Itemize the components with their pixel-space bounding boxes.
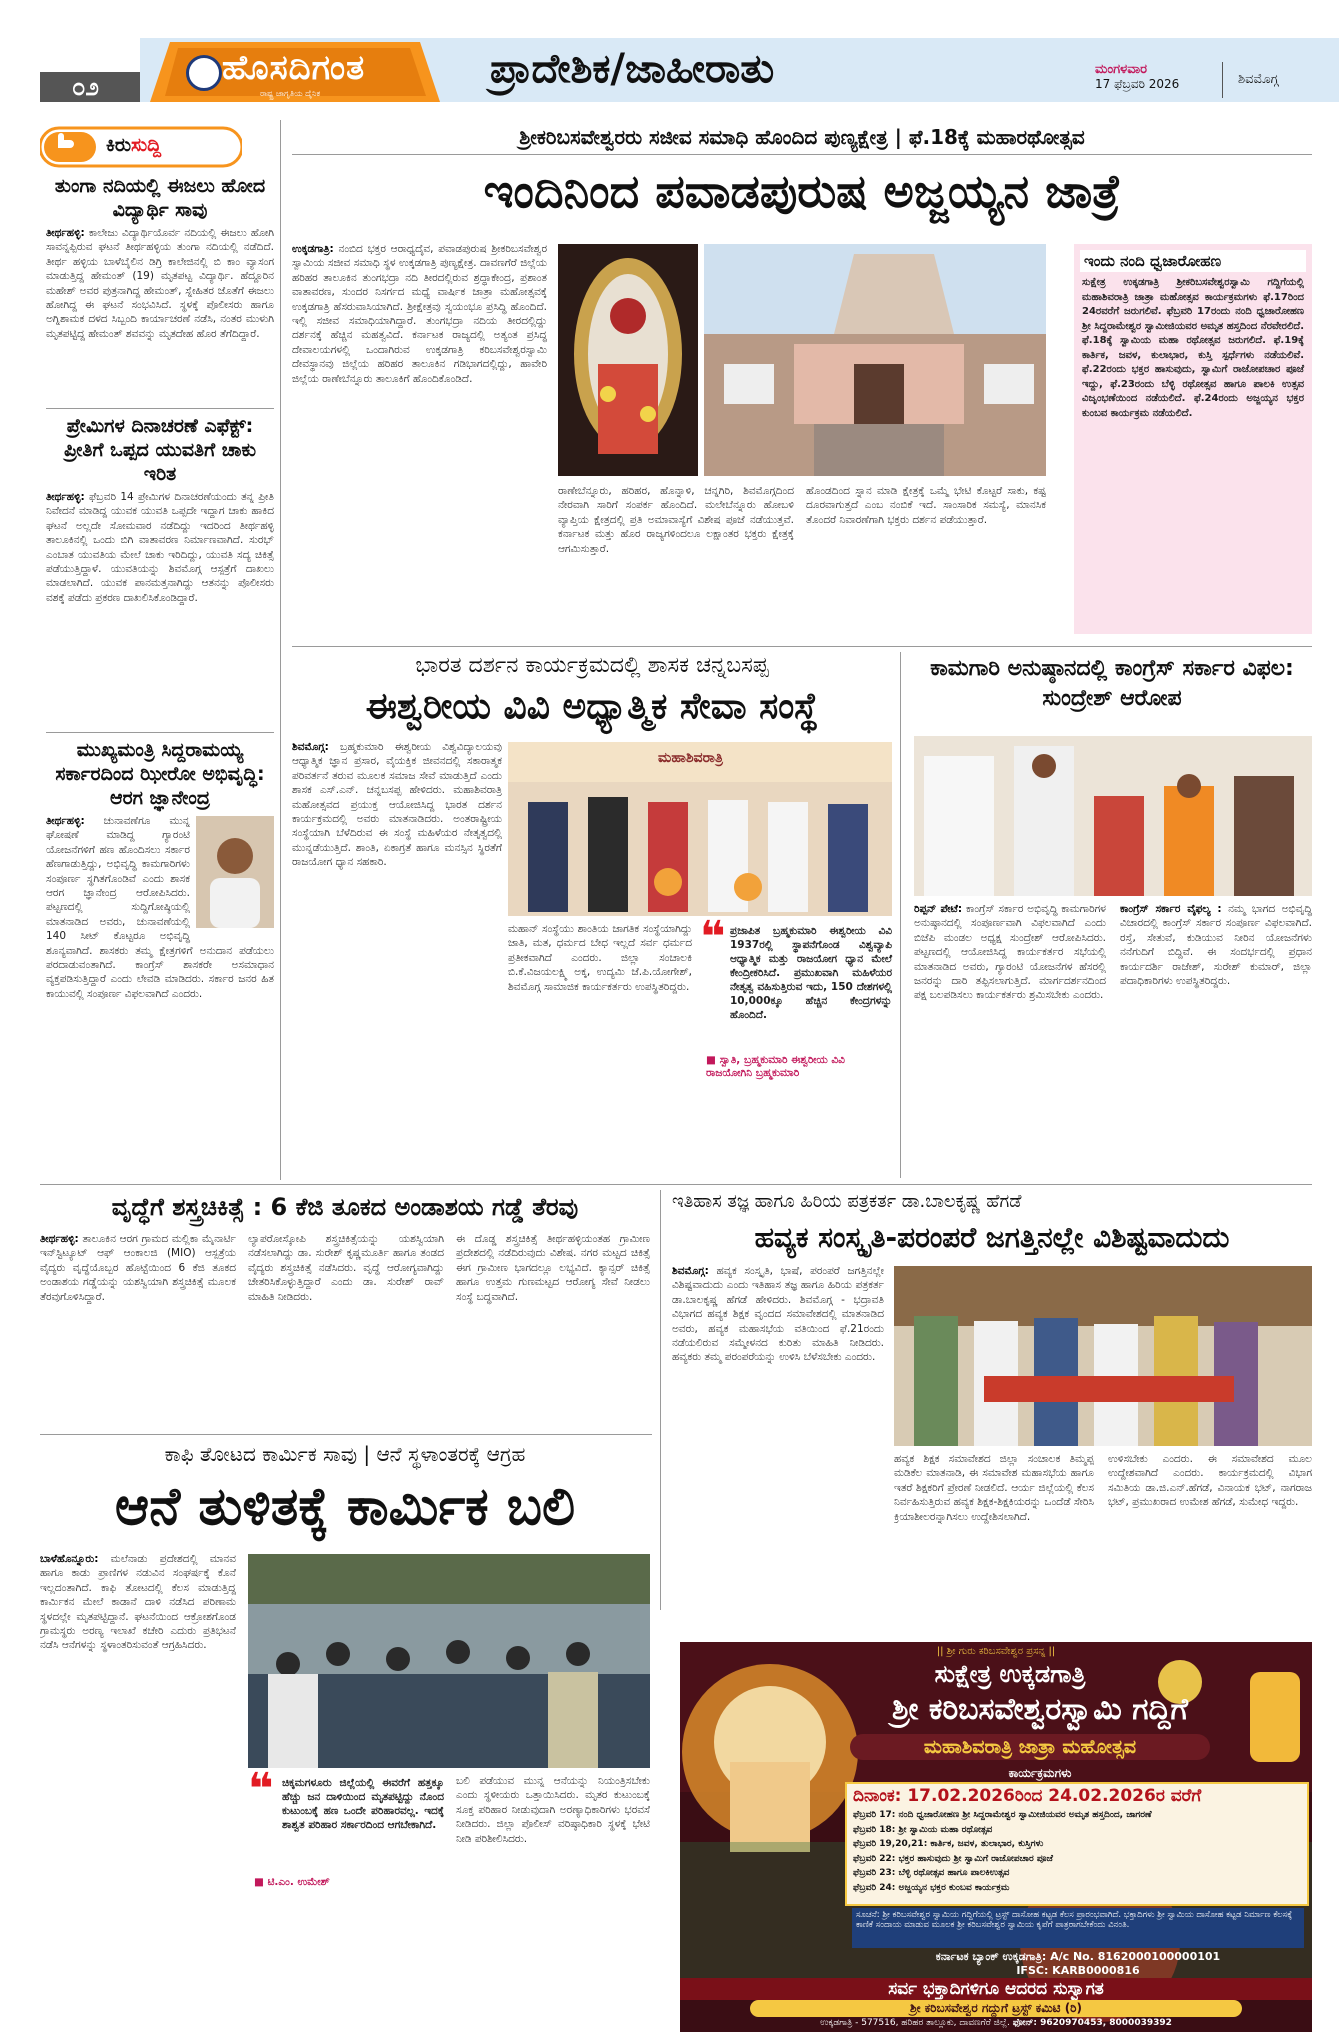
spiritual-col-2 [508, 922, 692, 1172]
lead-dateline: ಉಕ್ಕಡಗಾತ್ರಿ: [292, 243, 334, 255]
havyaka-headline: ಹವ್ಯಕ ಸಂಸ್ಕೃತಿ-ಪರಂಪರೆ ಜಗತ್ತಿನಲ್ಲೇ ವಿಶಿಷ್ಟವಾದುದು [754, 1221, 1230, 1254]
ad-events-box [845, 1782, 1309, 1906]
lead-kicker: ಶ್ರೀಕರಿಬಸವೇಶ್ವರರು ಸಜೀವ ಸಮಾಧಿ ಹೊಂದಿದ ಪುಣ್ಯಕ್ಷೇತ್ರ | ಫೆ.18ಕ್ಕೆ ಮಹಾರಥೋತ್ಸವ [519, 125, 1085, 149]
spiritual-quote-box [700, 912, 892, 1098]
ad-title-1: ಸುಕ್ಷೇತ್ರ ಉಕ್ಕಡಗಾತ್ರಿ [934, 1660, 1086, 1688]
brief-3-body: ಚುನಾವಣೆಗೂ ಮುನ್ನ ಘೋಷಣೆ ಮಾಡಿದ್ದ ಗ್ಯಾರಂಟಿ ಯೋಜನೆಗಳಿಗೆ ಹಣ ಹೊಂದಿಸಲು ಸರ್ಕಾರ ಹೆಣಗಾಡುತ್ತಿದ್ದು, ಅಭಿವೃದ್ಧಿ ಕಾಮಗಾರಿಗಳು ಸಂಪೂರ್ಣ ಸ್ಥಗಿತಗೊಂಡಿವೆ ಎಂದು ಶಾಸಕ ಆರಗ ಜ್ಞಾನೇಂದ್ರ ಆರೋಪಿಸಿದರು. ಪಟ್ಟಣದಲ್ಲಿ ಸುದ್ದಿಗೋಷ್ಠಿಯಲ್ಲಿ ಮಾತನಾಡಿದ ಅವರು, ಚುನಾವಣೆಯಲ್ಲಿ 140 ಸೀಟ್ ಕೊಟ್ಟರೂ ಅಭಿವೃದ್ಧಿ ಶೂನ್ಯವಾಗಿದೆ. ಶಾಸಕರು ತಮ್ಮ ಕ್ಷೇತ್ರಗಳಿಗೆ ಅನುದಾನ ಪಡೆಯಲು ಪರದಾಡುವಂತಾಗಿದೆ. ಕಾಂಗ್ರೆಸ್ ಶಾಸಕರೇ ಅಸಮಾಧಾನ ವ್ಯಕ್ತಪಡಿಸುತ್ತಿದ್ದಾರೆ ಎಂದು ಲೇವಡಿ ಮಾಡಿದರು. ಸರ್ಕಾರ ಜನರ ಹಿತ ಕಾಯುವಲ್ಲಿ ಸಂಪೂರ್ಣ ವಿಫಲವಾಗಿದೆ ಎಂದರು. [46, 815, 274, 1000]
ad-footer-trust: ಶ್ರೀ ಕರಿಬಸವೇಶ್ವರ ಗದ್ದುಗೆ ಟ್ರಸ್ಟ್ ಕಮಿಟಿ (ರಿ) [750, 2000, 1242, 2017]
spiritual-quote-text: ಪ್ರಜಾಪಿತ ಬ್ರಹ್ಮಕುಮಾರಿ ಈಶ್ವರೀಯ ವಿವಿ 1937ರಲ್ಲಿ ಸ್ಥಾಪನೆಗೊಂಡ ವಿಶ್ವವ್ಯಾಪಿ ಆಧ್ಯಾತ್ಮಿಕ ಮತ್ತು ರಾಜಯೋಗ ಧ್ಯಾನ ಮೇಲೆ ಕೇಂದ್ರೀಕರಿಸಿದೆ. ಪ್ರಮುಖವಾಗಿ ಮಹಿಳೆಯರ ನೇತೃತ್ವ ವಹಿಸುತ್ತಿರುವ ಇದು, 150 ದೇಶಗಳಲ್ಲಿ 10,000ಕ್ಕೂ ಹೆಚ್ಚಿನ ಕೇಂದ್ರಗಳನ್ನು ಹೊಂದಿದೆ. [730, 925, 892, 1021]
date-block [1095, 62, 1215, 92]
congress-dateline: ರಿಪ್ಪನ್ ಪೇಟೆ: [914, 903, 963, 915]
spiritual-quote-author: ■ ಸ್ವಾತಿ, ಬ್ರಹ್ಮಕುಮಾರಿ ಈಶ್ವರೀಯ ವಿವಿ ರಾಜಯೋಗಿನಿ ಬ್ರಹ್ಮಕುಮಾರಿ [706, 1054, 845, 1079]
ad-event-2: ಫೆಬ್ರವರಿ 18: ಶ್ರೀ ಸ್ವಾಮಿಯ ಮಹಾ ರಥೋತ್ಸವ [853, 1824, 993, 1835]
brief-2-body: ಫೆಬ್ರವರಿ 14 ಪ್ರೇಮಿಗಳ ದಿನಾಚರಣೆಯಂದು ತನ್ನ ಪ್ರೀತಿ ನಿವೇದನೆ ಮಾಡಿದ್ದ ಯುವಕ ಯುವತಿ ಒಪ್ಪದೇ ಇದ್ದಾಗ ಚಾಕು ಹಾಕಿದ ಘಟನೆ ಅಲ್ಲದೇ ಸೋಮವಾರ ನಡೆದಿದ್ದು ಇದರಿಂದ ತೀರ್ಥಹಳ್ಳಿ ತಾಲೂಕಿನಲ್ಲಿ ಒಂದು ಬಿಗಿ ವಾತಾವರಣ ನಿರ್ಮಾಣವಾಗಿದೆ. ಸುರಭ್ ಎಂಬಾತ ಯುವತಿಯ ಮೇಲೆ ಚಾಕು ಇರಿದಿದ್ದು, ಯುವತಿ ಸದ್ಯ ಚಿಕಿತ್ಸೆ ಪಡೆಯುತ್ತಿದ್ದಾಳೆ. ಯುವತಿಯನ್ನು ಶಿವಮೊಗ್ಗ ಆಸ್ಪತ್ರೆಗೆ ದಾಖಲು ಮಾಡಲಾಗಿದೆ. ಯುವಕ ಪಾನಮತ್ತನಾಗಿದ್ದು ಆತನನ್ನು ಪೊಲೀಸರು ವಶಕ್ಕೆ ಪಡೆದು ಪ್ರಕರಣ ದಾಖಲಿಸಿಕೊಂಡಿದ್ದಾರೆ. [46, 491, 274, 604]
havyaka-kicker: ಇತಿಹಾಸ ತಜ್ಞ ಹಾಗೂ ಹಿರಿಯ ಪತ್ರಕರ್ತ ಡಾ.ಬಾಲಕೃಷ್ಣ ಹೆಗಡೆ [672, 1191, 1022, 1212]
ad-title-2: ಶ್ರೀ ಕರಿಬಸವೇಶ್ವರಸ್ವಾಮಿ ಗದ್ದಿಗೆ [892, 1692, 1188, 1727]
quote-mark-icon: ❝ [700, 912, 726, 963]
suddi-label: ಸುದ್ದಿ [131, 134, 162, 156]
havyaka-col-1-text: ಹವ್ಯಕ ಸಂಸ್ಕೃತಿ, ಭಾಷೆ, ಪರಂಪರೆ ಜಗತ್ತಿನಲ್ಲೇ ವಿಶಿಷ್ಟವಾದುದು ಎಂದು ಇತಿಹಾಸ ತಜ್ಞ ಹಾಗೂ ಹಿರಿಯ ಪತ್ರಕರ್ತ ಡಾ.ಬಾಲಕೃಷ್ಣ ಹೆಗಡೆ ಹೇಳಿದರು. ಶಿವಮೊಗ್ಗ - ಭದ್ರಾವತಿ ವಿಭಾಗದ ಹವ್ಯಕ ಶಿಕ್ಷಕ ವೃಂದದ ಸಮಾವೇಶದಲ್ಲಿ ಮಾತನಾಡಿದ ಅವರು, ಹವ್ಯಕ ಮಹಾಸಭೆಯ ವತಿಯಿಂದ ಫೆ.21ರಂದು ನಡೆಯಲಿರುವ ಸಮ್ಮೇಳನದ ಕುರಿತು ಮಾಹಿತಿ ನೀಡಿದರು. ಹವ್ಯಕರು ತಮ್ಮ ಪರಂಪರೆಯನ್ನು ಉಳಿಸಿ ಬೆಳೆಸಬೇಕು ಎಂದರು. [672, 1265, 884, 1364]
ad-date-label: ದಿನಾಂಕ: [853, 1786, 902, 1806]
ad-ifsc: IFSC: KARB0000816 [1016, 1964, 1140, 1977]
brief-2-headline: ಪ್ರೇಮಿಗಳ ದಿನಾಚರಣೆ ಎಫೆಕ್ಟ್: ಪ್ರೀತಿಗೆ ಒಪ್ಪದ ಯುವತಿಗೆ ಚಾಕು ಇರಿತ [63, 415, 257, 485]
brief-1-body: ಕಾಲೇಜು ವಿದ್ಯಾರ್ಥಿಯೊರ್ವ ನದಿಯಲ್ಲಿ ಈಜಲು ಹೋಗಿ ಸಾವನ್ನಪ್ಪಿರುವ ಘಟನೆ ತೀರ್ಥಹಳ್ಳಿಯ ತುಂಗಾ ನದಿಯಲ್ಲಿ ನಡೆದಿದೆ. ತೀರ್ಥ ಹಳ್ಳಿಯ ಬಾಳೆಬೈಲಿನ ಡಿಗ್ರಿ ಕಾಲೇಜಿನಲ್ಲಿ ಬಿ ಕಾಂ ವ್ಯಾಸಂಗ ಮಾಡುತ್ತಿದ್ದ ಹೇಮಂತ್ (19) ಮೃತಪಟ್ಟ ವಿದ್ಯಾರ್ಥಿ. ಹೆದ್ದೂರಿನ ಮಹೇಶ್ ಅವರ ಪುತ್ರನಾಗಿದ್ದ ಹೇಮಂತ್, ಸ್ನೇಹಿತರ ಜೊತೆಗೆ ಈಜಲು ಹೋಗಿದ್ದ ಈ ಘಟನೆ ಸಂಭವಿಸಿದೆ. ಸ್ಥಳಕ್ಕೆ ಪೊಲೀಸರು ಹಾಗೂ ಅಗ್ನಿಶಾಮಕ ದಳದ ಸಿಬ್ಬಂದಿ ಕಾರ್ಯಾಚರಣೆ ನಡೆಸಿ, ನಂತರ ಮುಳುಗಿ ಮೃತಪಟ್ಟಿದ್ದ ಹೇಮಂತ್ ಶವವನ್ನು ಮೃತದೇಹ ಹೊರ ತೆಗೆದಿದ್ದಾರೆ. [46, 227, 274, 340]
surgery-col-3-text: ಈ ದೊಡ್ಡ ಶಸ್ತ್ರಚಿಕಿತ್ಸೆ ತೀರ್ಥಹಳ್ಳಿಯಂತಹ ಗ್ರಾಮೀಣ ಪ್ರದೇಶದಲ್ಲಿ ನಡೆದಿರುವುದು ವಿಶೇಷ. ನಗರ ಮಟ್ಟದ ಚಿಕಿತ್ಸೆ ಈಗ ಗ್ರಾಮೀಣ ಭಾಗದಲ್ಲೂ ಲಭ್ಯವಿದೆ. ಕ್ಯಾನ್ಸರ್ ಚಿಕಿತ್ಸೆ ಹಾಗೂ ಉತ್ತಮ ಗುಣಮಟ್ಟದ ಆರೋಗ್ಯ ಸೇವೆ ನೀಡಲು ಸಂಸ್ಥೆ ಬದ್ಧವಾಗಿದೆ. [456, 1233, 650, 1303]
logo-text: ಹೊಸದಿಗಂತ [222, 48, 366, 88]
ad-event-6: ಫೆಬ್ರವರಿ 24: ಅಜ್ಜಯ್ಯನ ಭಕ್ತರ ಕುಂಬವ ಕಾರ್ಯಕ್ರಮ [853, 1882, 1010, 1893]
lead-col-1 [292, 242, 547, 626]
brief-2-dateline: ತೀರ್ಥಹಳ್ಳಿ: [46, 491, 85, 503]
lead-photo-temple [704, 244, 1046, 476]
ad-bank-line: ಕರ್ನಾಟಕ ಬ್ಯಾಂಕ್ ಉಕ್ಕಡಗಾತ್ರಿ: A/c No. 8162000100000101 [935, 1950, 1221, 1963]
brief-3-headline: ಮುಖ್ಯಮಂತ್ರಿ ಸಿದ್ದರಾಮಯ್ಯ ಸರ್ಕಾರದಿಂದ ಝೀರೋ ಅಭಿವೃದ್ಧಿ: ಆರಗ ಜ್ಞಾನೇಂದ್ರ [55, 739, 265, 809]
spiritual-photo-banner: ಮಹಾಶಿವರಾತ್ರಿ [658, 750, 723, 766]
spiritual-kicker: ಭಾರತ ದರ್ಶನ ಕಾರ್ಯಕ್ರಮದಲ್ಲಿ ಶಾಸಕ ಚನ್ನಬಸಪ್ಪ [415, 653, 769, 678]
spiritual-dateline: ಶಿವಮೊಗ್ಗ: [292, 741, 329, 753]
ad-top-line: || ಶ್ರೀ ಗುರು ಕರಿಬಸವೇಶ್ವರ ಪ್ರಸನ್ನ || [936, 1646, 1056, 1657]
kiru-suddi-badge [40, 126, 242, 168]
date: 17 ಫೆಬ್ರವರಿ 2026 [1095, 77, 1180, 91]
lead-col-3 [806, 484, 1046, 632]
ad-address [680, 2018, 1312, 2028]
lead-col-2-text: ರಾಣೇಬೆನ್ನೂರು, ಹರಿಹರ, ಹೊನ್ನಾಳಿ, ಚನ್ನಗಿರಿ, ಶಿವಮೊಗ್ಗದಿಂದ ನೇರವಾಗಿ ಸಾರಿಗೆ ಸಂಪರ್ಕ ಹೊಂದಿದೆ. ಮಲೇಬೆನ್ನೂರು ಹೋಬಳಿ ವ್ಯಾಪ್ತಿಯ ಕ್ಷೇತ್ರದಲ್ಲಿ ಪ್ರತಿ ಅಮಾವಾಸ್ಯೆಗೆ ವಿಶೇಷ ಪೂಜೆ ನಡೆಯುತ್ತವೆ. ಕರ್ನಾಟಕ ಮತ್ತು ಹೊರ ರಾಜ್ಯಗಳಿಂದಲೂ ಲಕ್ಷಾಂತರ ಭಕ್ತರು ಕ್ಷೇತ್ರಕ್ಕೆ ಆಗಮಿಸುತ್ತಾರೆ. [558, 485, 794, 555]
brief-1-dateline: ತೀರ್ಥಹಳ್ಳಿ: [46, 227, 85, 239]
surgery-col-1-text: ತಾಲೂಕಿನ ಆರಗ ಗ್ರಾಮದ ಮಲ್ಲಿಕಾ ಮೈನಾರ್ಟಿ ಇನ್‌ಸ್ಟಿಟ್ಯೂಟ್ ಆಫ್ ಆಂಕಾಲಜಿ (MIO) ಆಸ್ಪತ್ರೆಯ ವೈದ್ಯರು ವೃದ್ಧೆಯೊಬ್ಬರ ಹೊಟ್ಟೆಯಿಂದ 6 ಕೆಜಿ ತೂಕದ ಅಂಡಾಶಯ ಗಡ್ಡೆಯನ್ನು ಯಶಸ್ವಿಯಾಗಿ ಶಸ್ತ್ರಚಿಕಿತ್ಸೆ ಮೂಲಕ ತೆರವುಗೊಳಿಸಿದ್ದಾರೆ. [40, 1233, 236, 1303]
elephant-col-2 [456, 1774, 650, 2032]
brief-3-dateline: ತೀರ್ಥಹಳ್ಳಿ: [46, 815, 85, 827]
lead-col-3-text: ಹೊಂಡದಿಂದ ಸ್ನಾನ ಮಾಡಿ ಕ್ಷೇತ್ರಕ್ಕೆ ಒಮ್ಮೆ ಭೇಟಿ ಕೊಟ್ಟರೆ ಸಾಕು, ಕಷ್ಟ ದೂರವಾಗುತ್ತದೆ ಎಂಬ ನಂಬಿಕೆ ಇದೆ. ಸಾಂಸಾರಿಕ ಸಮಸ್ಯೆ, ಮಾನಸಿಕ ತೊಂದರೆ ನಿವಾರಣೆಗಾಗಿ ಭಕ್ತರು ದರ್ಶನ ಪಡೆಯುತ್ತಾರೆ. [806, 485, 1046, 526]
havyaka-col-1 [672, 1264, 884, 1612]
ad-title-3: ಮಹಾಶಿವರಾತ್ರಿ ಜಾತ್ರಾ ಮಹೋತ್ಸವ [850, 1734, 1210, 1760]
havyaka-col-3-text: ಉಳಿಸಬೇಕು ಎಂದರು. ಈ ಸಮಾವೇಶದ ಮೂಲ ಉದ್ದೇಶವಾಗಿದೆ ಎಂದರು. ಕಾರ್ಯಕ್ರಮದಲ್ಲಿ ವಿಭಾಗ ಸಮಿತಿಯ ಡಾ.ಜಿ.ಎನ್.ಹೆಗಡೆ, ವಿನಾಯಕ ಭಟ್, ನಾಗರಾಜ ಭಟ್, ಪ್ರಮುಖರಾದ ಉಮೇಶ ಹೆಗಡೆ, ಸುಮೇಧ ಇದ್ದರು. [1108, 1453, 1312, 1509]
surgery-col-1 [40, 1232, 236, 1428]
ad-phone: ಫೋನ್: 9620970453, 8000039392 [1012, 2018, 1172, 2028]
lead-col-2 [558, 484, 794, 632]
section-title: ಪ್ರಾದೇಶಿಕ/ಜಾಹೀರಾತು [490, 46, 775, 92]
spiritual-quote-author-text: ಸ್ವಾತಿ, ಬ್ರಹ್ಮಕುಮಾರಿ ಈಶ್ವರೀಯ ವಿವಿ ರಾಜಯೋಗಿನಿ ಬ್ರಹ್ಮಕುಮಾರಿ [706, 1054, 845, 1079]
brief-2 [46, 414, 274, 726]
congress-col-2-text: ನಮ್ಮ ಭಾಗದ ಅಭಿವೃದ್ಧಿ ವಿಚಾರದಲ್ಲಿ ಕಾಂಗ್ರೆಸ್ ಸರ್ಕಾರ ಸಂಪೂರ್ಣ ವಿಫಲವಾಗಿದೆ. ರಸ್ತೆ, ಸೇತುವೆ, ಕುಡಿಯುವ ನೀರಿನ ಯೋಜನೆಗಳು ನನೆಗುದಿಗೆ ಬಿದ್ದಿವೆ. ಈ ಸಂದರ್ಭದಲ್ಲಿ ಪ್ರಧಾನ ಕಾರ್ಯದರ್ಶಿ ರಾಜೇಶ್, ಸುರೇಶ್ ಕುಮಾರ್, ಜಿಲ್ಲಾ ಪದಾಧಿಕಾರಿಗಳು ಉಪಸ್ಥಿತರಿದ್ದರು. [1120, 903, 1312, 988]
havyaka-col-3 [1108, 1452, 1312, 1612]
elephant-col-2-text: ಬಲಿ ಪಡೆಯುವ ಮುನ್ನ ಆನೆಯನ್ನು ನಿಯಂತ್ರಿಸಬೇಕು ಎಂದು ಸ್ಥಳೀಯರು ಒತ್ತಾಯಿಸಿದರು. ಮೃತರ ಕುಟುಂಬಕ್ಕೆ ಸೂಕ್ತ ಪರಿಹಾರ ನೀಡುವುದಾಗಿ ಅರಣ್ಯಾಧಿಕಾರಿಗಳು ಭರವಸೆ ನೀಡಿದರು. ಜಿಲ್ಲಾ ಪೊಲೀಸ್ ವರಿಷ್ಠಾಧಿಕಾರಿ ಸ್ಥಳಕ್ಕೆ ಭೇಟಿ ನೀಡಿ ಪರಿಶೀಲಿಸಿದರು. [456, 1775, 650, 1845]
ad-event-5: ಫೆಬ್ರವರಿ 23: ಬೆಳ್ಳಿ ರಥೋತ್ಸವ ಹಾಗೂ ಪಾಲಕಿಉತ್ಸವ [853, 1868, 1010, 1878]
spiritual-col-2-text: ಮಹಾನ್ ಸಂಸ್ಥೆಯು ಶಾಂತಿಯ ಜಾಗತಿಕ ಸಂಸ್ಥೆಯಾಗಿದ್ದು ಜಾತಿ, ಮತ, ಧರ್ಮದ ಬೇಧ ಇಲ್ಲದೆ ಸರ್ವ ಧರ್ಮದ ಪ್ರತೀಕವಾಗಿದೆ ಎಂದರು. ಜಿಲ್ಲಾ ಸಂಚಾಲಕಿ ಬಿ.ಕೆ.ವಿಜಯಲಕ್ಷ್ಮಿ ಅಕ್ಕ, ಉದ್ಯಮಿ ಜೆ.ಪಿ.ಯೋಗೇಶ್, ಶಿವಮೊಗ್ಗ ಸಾಮಾಜಿಕ ಕಾರ್ಯಕರ್ತರು ಉಪಸ್ಥಿತರಿದ್ದರು. [508, 923, 692, 993]
spiritual-headline: ಈಶ್ವರೀಯ ವಿವಿ ಅಧ್ಯಾತ್ಮಿಕ ಸೇವಾ ಸಂಸ್ಥೆ [365, 686, 819, 727]
elephant-quote-text: ಚಿಕ್ಕಮಗಳೂರು ಜಿಲ್ಲೆಯಲ್ಲಿ ಈವರೆಗೆ ಹತ್ತಕ್ಕೂ ಹೆಚ್ಚು ಜನ ದಾಳಿಯಿಂದ ಮೃತಪಟ್ಟಿದ್ದು ನೊಂದ ಕುಟುಂಬಕ್ಕೆ ಹಣ ಒಂದೇ ಪರಿಹಾರವಲ್ಲ. ಇದಕ್ಕೆ ಶಾಶ್ವತ ಪರಿಹಾರ ಸರ್ಕಾರದಿಂದ ಆಗಬೇಕಾಗಿದೆ. [282, 1777, 444, 1831]
surgery-col-3 [456, 1232, 650, 1428]
havyaka-col-2 [894, 1452, 1094, 1612]
lead-headline: ಇಂದಿನಿಂದ ಪವಾಡಪುರುಷ ಅಜ್ಜಯ್ಯನ ಜಾತ್ರೆ [483, 164, 1121, 218]
logo-emblem-icon [186, 55, 222, 91]
spiritual-col-1-text: ಬ್ರಹ್ಮಕುಮಾರಿ ಈಶ್ವರೀಯ ವಿಶ್ವವಿದ್ಯಾಲಯವು ಆಧ್ಯಾತ್ಮಿಕ ಜ್ಞಾನ ಪ್ರಸಾರ, ವೈಯಕ್ತಿಕ ಜೀವನದಲ್ಲಿ ಸಕಾರಾತ್ಮಕ ಪರಿವರ್ತನೆ ತರುವ ಮೂಲಕ ಸಮಾಜ ಸೇವೆ ಮಾಡುತ್ತಿದೆ ಎಂದು ಶಾಸಕ ಎಸ್.ಎನ್. ಚನ್ನಬಸಪ್ಪ ಹೇಳಿದರು. ಮಹಾಶಿವರಾತ್ರಿ ಮಹೋತ್ಸವದ ಪ್ರಯುಕ್ತ ಆಯೋಜಿಸಿದ್ದ ಭಾರತ ದರ್ಶನ ಕಾರ್ಯಕ್ರಮದಲ್ಲಿ ಅವರು ಮಾತನಾಡಿದರು. ಅಂತರಾಷ್ಟ್ರೀಯ ಸಂಸ್ಥೆಯಾಗಿ ಬೆಳೆದಿರುವ ಈ ಸಂಸ್ಥೆ ಮಹಿಳೆಯರ ನೇತೃತ್ವದಲ್ಲಿ ಮುನ್ನಡೆಯುತ್ತಿದೆ. ಶಾಂತಿ, ಏಕಾಗ್ರತೆ ಹಾಗೂ ಮನಸ್ಸಿನ ಸ್ಥಿರತೆಗೆ ರಾಜಯೋಗ ಧ್ಯಾನ ಸಹಕಾರಿ. [292, 741, 502, 869]
surgery-col-2-text: ಲ್ಯಾಪರೋಸ್ಕೋಪಿ ಶಸ್ತ್ರಚಿಕಿತ್ಸೆಯನ್ನು ಯಶಸ್ವಿಯಾಗಿ ನಡೆಸಲಾಗಿದ್ದು ಡಾ. ಸುರೇಶ್ ಕೃಷ್ಣಮೂರ್ತಿ ಹಾಗೂ ತಂಡದ ವೈದ್ಯರು ಶಸ್ತ್ರಚಿಕಿತ್ಸೆ ನಡೆಸಿದರು. ವೃದ್ಧೆ ಆರೋಗ್ಯವಾಗಿದ್ದು ಚೇತರಿಸಿಕೊಳ್ಳುತ್ತಿದ್ದಾರೆ ಎಂದು ಡಾ. ಸುರೇಶ್ ರಾವ್ ಮಾಹಿತಿ ನೀಡಿದರು. [248, 1233, 444, 1303]
elephant-col-1 [40, 1552, 236, 2032]
elephant-dateline: ಬಾಳೆಹೊನ್ನೂರು: [40, 1553, 99, 1565]
elephant-kicker: ಕಾಫಿ ತೋಟದ ಕಾರ್ಮಿಕ ಸಾವು | ಆನೆ ಸ್ಥಳಾಂತರಕ್ಕೆ ಆಗ್ರಹ [164, 1442, 526, 1466]
congress-col-1-text: ಕಾಂಗ್ರೆಸ್ ಸರ್ಕಾರ ಅಭಿವೃದ್ಧಿ ಕಾಮಗಾರಿಗಳ ಅನುಷ್ಠಾನದಲ್ಲಿ ಸಂಪೂರ್ಣವಾಗಿ ವಿಫಲವಾಗಿದೆ ಎಂದು ಬಿಜೆಪಿ ಮಂಡಲ ಅಧ್ಯಕ್ಷ ಸುಂದ್ರೇಶ್ ಆರೋಪಿಸಿದರು. ಪಟ್ಟಣದಲ್ಲಿ ಆಯೋಜಿಸಿದ್ದ ಕಾರ್ಯಕರ್ತರ ಸಭೆಯಲ್ಲಿ ಮಾತನಾಡಿದ ಅವರು, ಗ್ಯಾರಂಟಿ ಯೋಜನೆಗಳ ಹೆಸರಲ್ಲಿ ಜನರನ್ನು ದಾರಿ ತಪ್ಪಿಸಲಾಗುತ್ತಿದೆ. ಮಾರ್ಗದರ್ಶನದಿಂದ ಪಕ್ಷ ಬಲಪಡಿಸಲು ಕಾರ್ಯಕರ್ತರು ಶ್ರಮಿಸಬೇಕು ಎಂದರು. [914, 903, 1106, 1002]
weekday: ಮಂಗಳವಾರ [1095, 62, 1148, 77]
lead-photo-idol [558, 244, 698, 476]
surgery-col-2 [248, 1232, 444, 1428]
surgery-headline: ವೃದ್ಧೆಗೆ ಶಸ್ತ್ರಚಿಕಿತ್ಸೆ : 6 ಕೆಜಿ ತೂಕದ ಅಂಡಾಶಯ ಗಡ್ಡೆ ತೆರವು [111, 1193, 579, 1221]
brief-1-headline: ತುಂಗಾ ನದಿಯಲ್ಲಿ ಈಜಲು ಹೋದ ವಿದ್ಯಾರ್ಥಿ ಸಾವು [54, 175, 266, 221]
elephant-quote-author: ■ ಟಿ.ಎಂ. ಉಮೇಶ್ [254, 1876, 330, 1888]
congress-subhead: ಕಾಂಗ್ರೆಸ್ ಸರ್ಕಾರ ವೈಫಲ್ಯ : [1120, 903, 1222, 915]
elephant-headline: ಆನೆ ತುಳಿತಕ್ಕೆ ಕಾರ್ಮಿಕ ಬಲಿ [114, 1477, 576, 1537]
kiru-label: ಕಿರು [106, 134, 131, 156]
lead-sidebar [1074, 244, 1312, 634]
congress-headline: ಕಾಮಗಾರಿ ಅನುಷ್ಠಾನದಲ್ಲಿ ಕಾಂಗ್ರೆಸ್ ಸರ್ಕಾರ ವಿಫಲ: ಸುಂದ್ರೇಶ್ ಆರೋಪ [930, 656, 1294, 711]
havyaka-photo [894, 1266, 1312, 1446]
spiritual-photo [508, 742, 892, 916]
brief-3 [46, 738, 274, 1248]
elephant-quote-mark-icon: ❝ [248, 1764, 274, 1815]
congress-col-2 [1120, 902, 1312, 1172]
elephant-col-1-text: ಮಲೆನಾಡು ಪ್ರದೇಶದಲ್ಲಿ ಮಾನವ ಹಾಗೂ ಕಾಡು ಪ್ರಾಣಿಗಳ ನಡುವಿನ ಸಂಘರ್ಷಕ್ಕೆ ಕೊನೆ ಇಲ್ಲದಂತಾಗಿದೆ. ಕಾಫಿ ತೋಟದಲ್ಲಿ ಕೆಲಸ ಮಾಡುತ್ತಿದ್ದ ಕಾರ್ಮಿಕನ ಮೇಲೆ ಕಾಡಾನೆ ದಾಳಿ ನಡೆಸಿದ ಪರಿಣಾಮ ಸ್ಥಳದಲ್ಲೇ ಮೃತಪಟ್ಟಿದ್ದಾನೆ. ಘಟನೆಯಿಂದ ಆಕ್ರೋಶಗೊಂಡ ಗ್ರಾಮಸ್ಥರು ಅರಣ್ಯ ಇಲಾಖೆ ಕಚೇರಿ ಎದುರು ಪ್ರತಿಭಟನೆ ನಡೆಸಿ ಆನೆಗಳನ್ನು ಸ್ಥಳಾಂತರಿಸುವಂತೆ ಆಗ್ರಹಿಸಿದರು. [40, 1553, 236, 1652]
havyaka-dateline: ಶಿವಮೊಗ್ಗ: [672, 1265, 709, 1277]
havyaka-col-2-text: ಹವ್ಯಕ ಶಿಕ್ಷಕ ಸಮಾವೇಶದ ಜಿಲ್ಲಾ ಸಂಚಾಲಕ ತಿಮ್ಮಪ್ಪ ಮಡಿಕೆಲ ಮಾತನಾಡಿ, ಈ ಸಮಾವೇಶ ಮಹಾಸಭೆಯ ಹಾಗೂ ಇತರೆ ಶಿಕ್ಷಕರಿಗೆ ಪ್ರೇರಣೆ ನೀಡಲಿದೆ. ಆರ್ಯ ಜಿಲ್ಲೆಯಲ್ಲಿ ಕೆಲಸ ನಿರ್ವಹಿಸುತ್ತಿರುವ ಹವ್ಯಕ ಶಿಕ್ಷಕ-ಶಿಕ್ಷಕಿಯರನ್ನು ಒಂದೆಡೆ ಸೇರಿಸಿ ಕ್ರಿಯಾಶೀಲರನ್ನಾಗಿಸಲು ಉದ್ದೇಶಿಸಲಾಗಿದೆ. [894, 1453, 1094, 1523]
ad-date-range: 17.02.2026ರಿಂದ 24.02.2026ರ ವರೆಗೆ [907, 1786, 1202, 1806]
ad-event-1: ಫೆಬ್ರವರಿ 17: ನಂದಿ ಧ್ವಜಾರೋಹಣ ಶ್ರೀ ಸಿದ್ದರಾಮೇಶ್ವರ ಸ್ವಾಮೀಜಿಯವರ ಅಮೃತ ಹಸ್ತದಿಂದ, ಜಾಗರಣೆ [853, 1810, 1152, 1820]
elephant-quote-box [248, 1764, 444, 1894]
lead-sidebar-title: ಇಂದು ನಂದಿ ಧ್ವಜಾರೋಹಣ [1080, 250, 1306, 272]
minister-photo [196, 816, 274, 928]
brief-1 [46, 174, 274, 438]
ad-event-3: ಫೆಬ್ರವರಿ 19,20,21: ಕಾರ್ತಿಕ, ಜವಳ, ತುಲಾಭಾರ, ಕುಸ್ತಿಗಳು [853, 1839, 1044, 1849]
lead-sidebar-body: ಸುಕ್ಷೇತ್ರ ಉಕ್ಕಡಗಾತ್ರಿ ಶ್ರೀಕರಿಬಸವೇಶ್ವರಸ್ವಾಮಿ ಗದ್ದಿಗೆಯಲ್ಲಿ ಮಹಾಶಿವರಾತ್ರಿ ಜಾತ್ರಾ ಮಹೋತ್ಸವ ಕಾರ್ಯಕ್ರಮಗಳು ಫೆ.17ರಿಂದ 24ರವರೆಗೆ ಜರುಗಲಿವೆ. ಫೆಬ್ರವರಿ 17ರಂದು ನಂದಿ ಧ್ವಜಾರೋಹಣ ಶ್ರೀ ಸಿದ್ದರಾಮೇಶ್ವರ ಸ್ವಾಮೀಜಿಯವರ ಅಮೃತ ಹಸ್ತದಿಂದ ನೆರವೇರಲಿದೆ. ಫೆ.18ಕ್ಕೆ ಸ್ವಾಮಿಯ ಮಹಾ ರಥೋತ್ಸವ ಜರುಗಲಿದೆ. ಫೆ.19ಕ್ಕೆ ಕಾರ್ತಿಕ, ಜವಳ, ಕುಲಾಭಾರ, ಕುಸ್ತಿ ಸ್ಪರ್ಧೆಗಳು ನಡೆಯಲಿವೆ. ಫೆ.22ರಂದು ಭಕ್ತರ ಹಾಸುವುದು, ಸ್ವಾಮಿಗೆ ರಾಜೋಪಚಾರ ಪೂಜೆ ಇದ್ದು, ಫೆ.23ರಂದು ಬೆಳ್ಳಿ ರಥೋತ್ಸವ ಹಾಗೂ ಪಾಲಕಿ ಉತ್ಸವ ವಿಜೃಂಭಣೆಯಿಂದ ನಡೆಯಲಿದೆ. ಫೆ.24ರಂದು ಅಜ್ಜಯ್ಯನ ಭಕ್ತರ ಕುಂಬವ ಕಾರ್ಯಕ್ರಮ ನಡೆಯಲಿದೆ. [1082, 277, 1304, 419]
ad-footer-welcome: ಸರ್ವ ಭಕ್ತಾದಿಗಳಿಗೂ ಆದರದ ಸುಸ್ವಾಗತ [680, 1978, 1312, 2000]
ad-event-4: ಫೆಬ್ರವರಿ 22: ಭಕ್ತರ ಹಾಸುವುದು ಶ್ರೀ ಸ್ವಾಮಿಗೆ ರಾಜೋಪಚಾರ ಪೂಜೆ [853, 1853, 1053, 1864]
congress-photo [914, 736, 1312, 896]
surgery-dateline: ತೀರ್ಥಹಳ್ಳಿ: [40, 1233, 79, 1245]
ad-address-text: ಉಕ್ಕಡಗಾತ್ರಿ - 577516, ಹರಿಹರ ತಾಲ್ಲೂಕು, ದಾವಣಗೆರೆ ಜಿಲ್ಲೆ. [820, 2018, 1010, 2028]
jatra-advertisement [680, 1642, 1312, 2032]
elephant-photo [248, 1554, 650, 1768]
congress-col-1 [914, 902, 1106, 1172]
spiritual-col-1 [292, 740, 502, 1172]
lead-col-1-text: ನಂಬಿದ ಭಕ್ತರ ಆರಾಧ್ಯದೈವ, ಪವಾಡಪುರುಷ ಶ್ರೀಕರಿಬಸವೇಶ್ವರ ಸ್ವಾಮಿಯ ಸಜೀವ ಸಮಾಧಿ ಸ್ಥಳ ಉಕ್ಕಡಗಾತ್ರಿ ಪುಣ್ಯಕ್ಷೇತ್ರ. ದಾವಣಗೆರೆ ಜಿಲ್ಲೆಯ ಹರಿಹರ ತಾಲೂಕಿನ ತುಂಗಭದ್ರಾ ನದಿ ತೀರದಲ್ಲಿರುವ ಶ್ರದ್ಧಾಕೇಂದ್ರ, ಪ್ರಶಾಂತ ವಾತಾವರಣ, ಸುಂದರ ನಿಸರ್ಗದ ಮಧ್ಯೆ ವಾರ್ಷಿಕ ಜಾತ್ರಾ ಮಹೋತ್ಸವಕ್ಕೆ ಉಕ್ಕಡಗಾತ್ರಿ ಹೆಸರುವಾಸಿಯಾಗಿದೆ. ಶ್ರೀಕ್ಷೇತ್ರವು ಸ್ವಯಂಭೂ ಪ್ರಸಿದ್ಧಿ ಹೊಂದಿದೆ. ಇಲ್ಲಿ ಸಜೀವ ಸಮಾಧಿಯಾಗಿದ್ದಾರೆ. ತುಂಗಭದ್ರಾ ನದಿಯ ತೀರದಲ್ಲಿದ್ದು ದರ್ಶನಕ್ಕೆ ಹೆಚ್ಚಿನ ಮಹತ್ವವಿದೆ. ಕರ್ನಾಟಕ ರಾಜ್ಯದಲ್ಲಿ ಅತ್ಯಂತ ಪ್ರಸಿದ್ಧ ದೇವಾಲಯಗಳಲ್ಲಿ ಒಂದಾಗಿರುವ ಉಕ್ಕಡಗಾತ್ರಿ ಕರಿಬಸವೇಶ್ವರಸ್ವಾಮಿ ದೇವಸ್ಥಾನವು ಜಿಲ್ಲೆಯ ಹರಿಹರ ತಾಲೂಕಿನ ಗಡಿಭಾಗದಲ್ಲಿದ್ದು, ಹಾವೇರಿ ಜಿಲ್ಲೆಯ ರಾಣೇಬೆನ್ನೂರು ತಾಲೂಕಿಗೆ ಹೊಂದಿಕೊಂಡಿದೆ. [292, 243, 547, 385]
city-name: ಶಿವಮೊಗ್ಗ [1238, 72, 1279, 87]
logo-tagline: ರಾಷ್ಟ್ರ ಜಾಗೃತಿಯ ದೈನಿಕ [260, 89, 321, 98]
ad-note: ಸೂಚನೆ: ಶ್ರೀ ಕರಿಬಸವೇಶ್ವರ ಸ್ವಾಮಿಯ ಗದ್ದಿಗೆಯಲ್ಲಿ ಟ್ರಸ್ಟ್ ದಾಸೋಹ ಕಟ್ಟಡ ಕೆಲಸ ಪ್ರಾರಂಭವಾಗಿದೆ. ಭಕ್ತಾದಿಗಳು ಶ್ರೀ ಸ್ವಾಮಿಯ ದಾಸೋಹ ಕಟ್ಟಡ ನಿರ್ಮಾಣ ಕೆಲಸಕ್ಕೆ ಕಾಣಿಕೆ ಸಂದಾಯ ಮಾಡುವ ಮೂಲಕ ಶ್ರೀ ಕರಿಬಸವೇಶ್ವರ ಸ್ವಾಮಿಯ ಕೃಪೆಗೆ ಪಾತ್ರರಾಗಬೇಕೆಂದು ವಿನಂತಿ. [852, 1908, 1304, 1948]
elephant-quote-author-text: ಟಿ.ಎಂ. ಉಮೇಶ್ [267, 1876, 330, 1888]
masthead [0, 0, 1339, 110]
ad-program-label: ಕಾರ್ಯಕ್ರಮಗಳು [1008, 1766, 1072, 1780]
page-number: ೦೨ [72, 73, 99, 101]
